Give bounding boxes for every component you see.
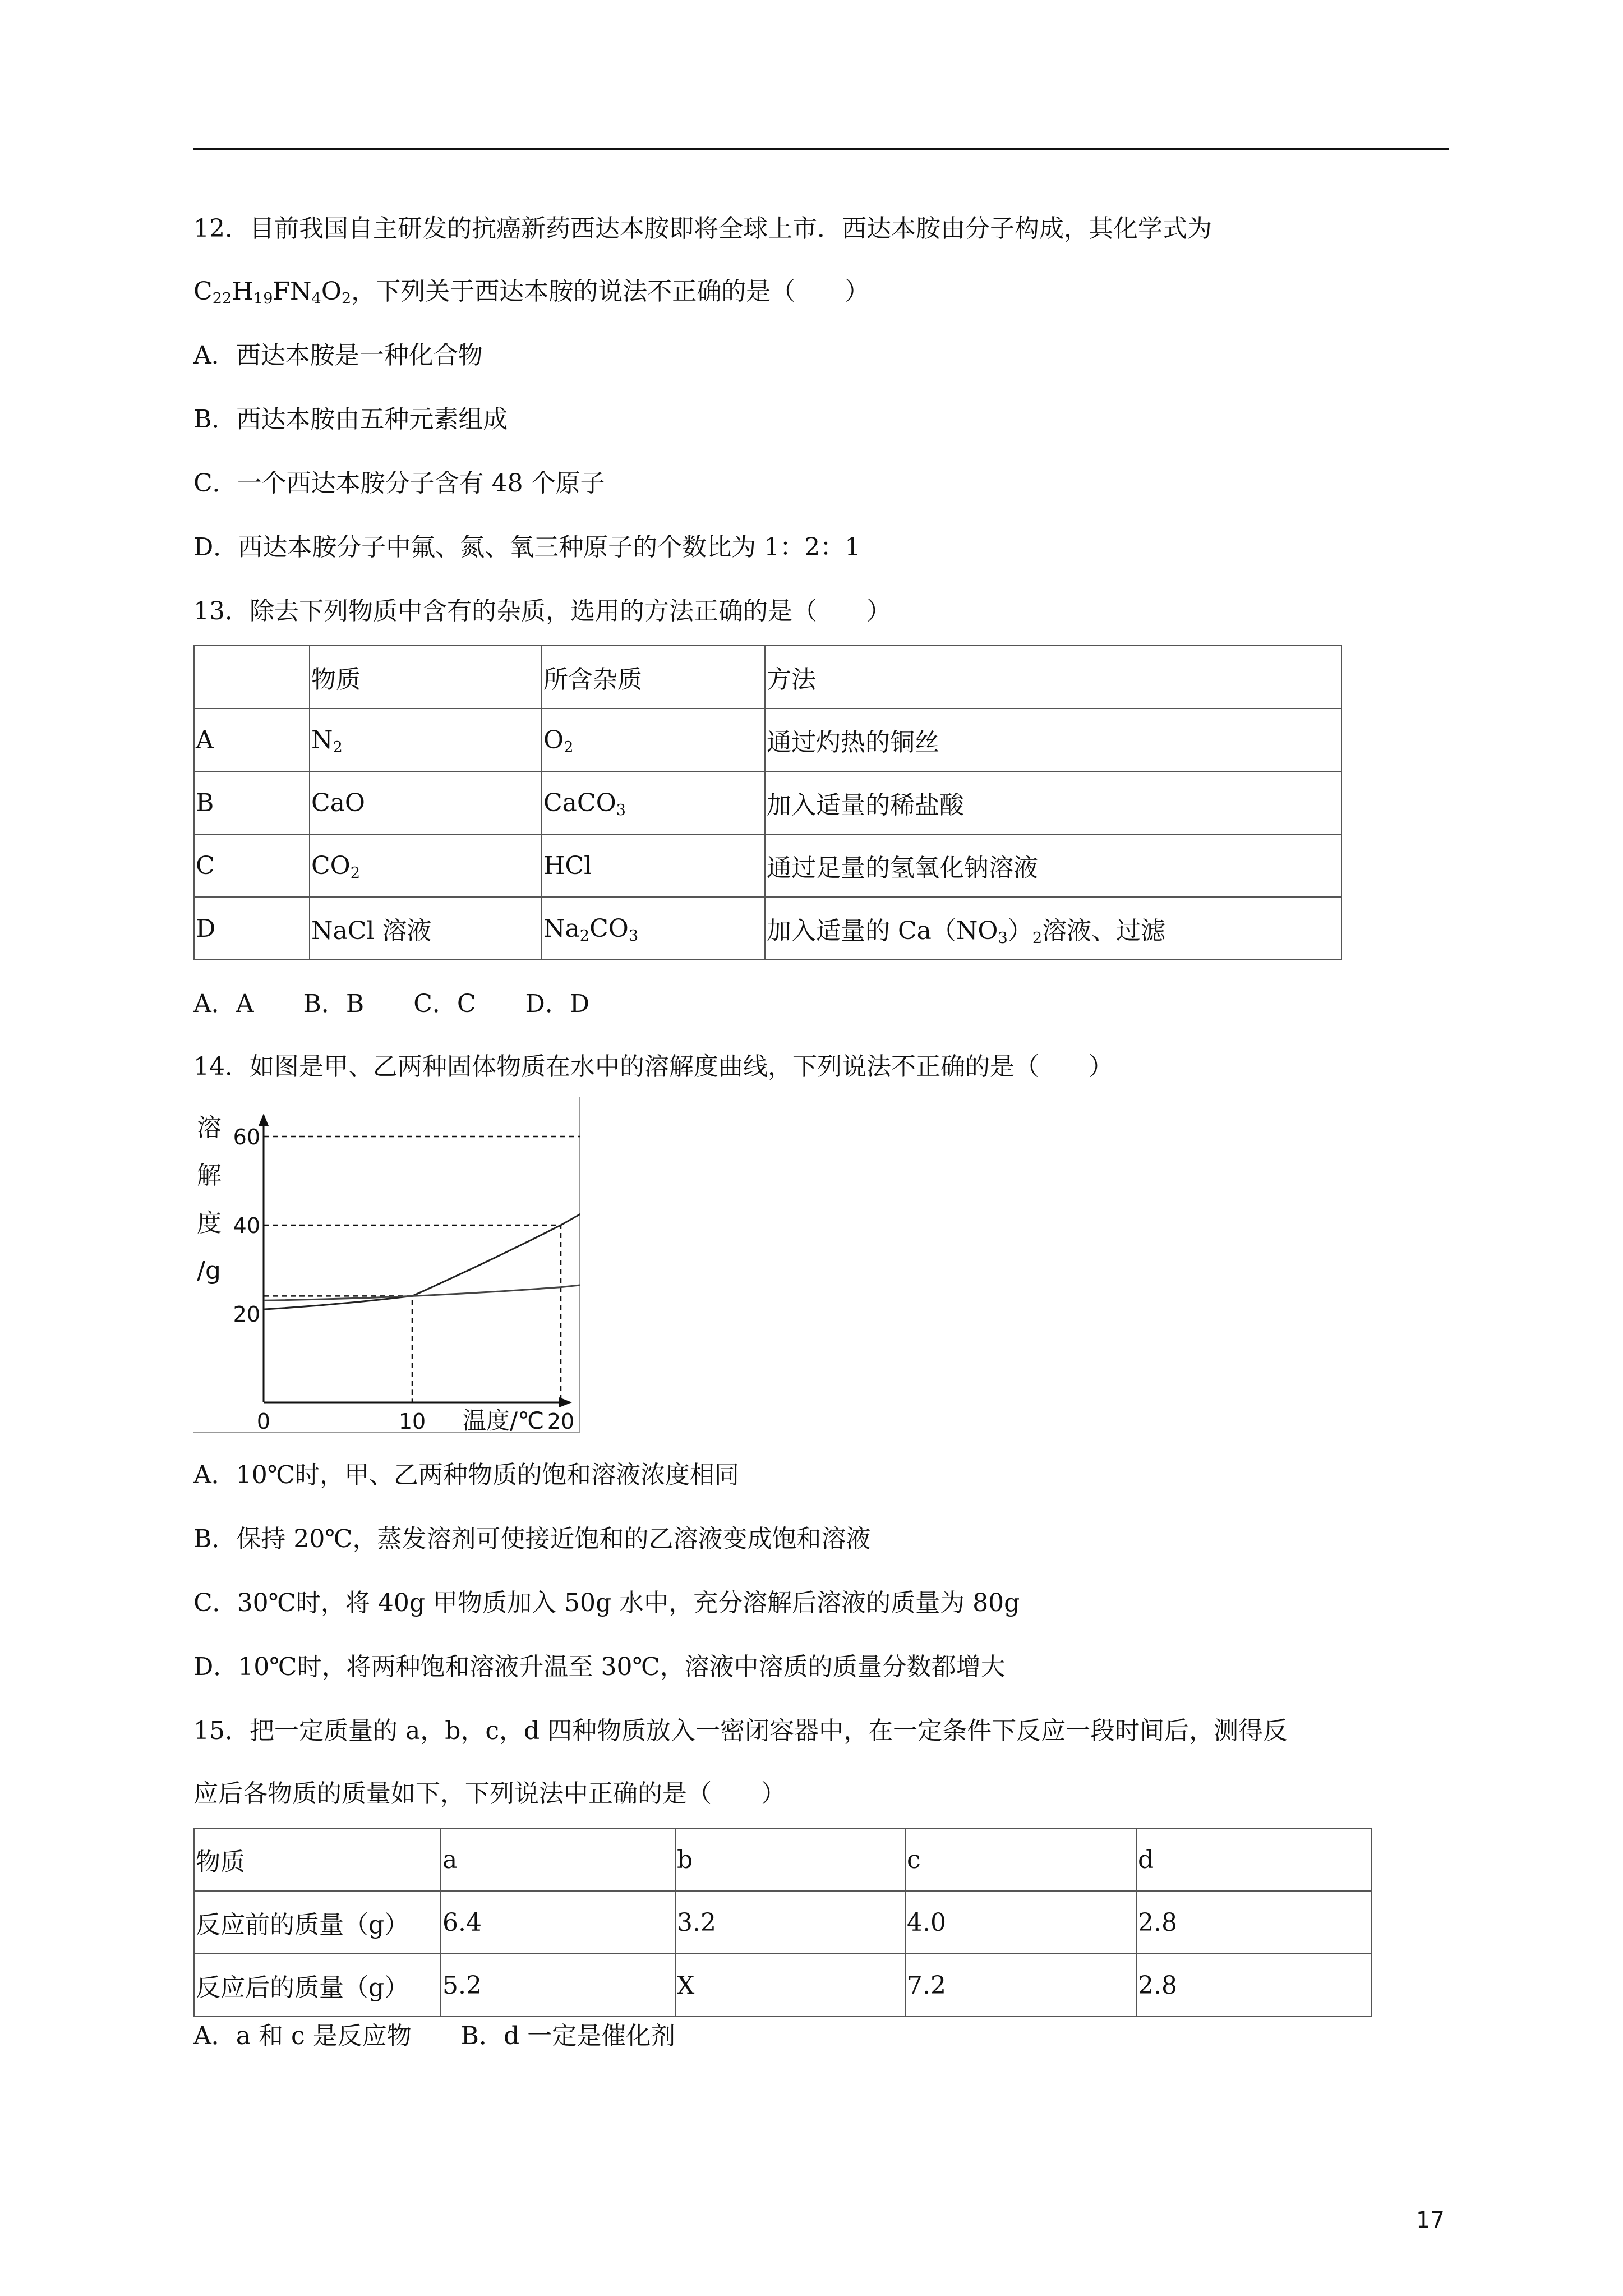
q12-option-b: B．西达本胺由五种元素组成 — [193, 405, 508, 434]
q12-option-a: A．西达本胺是一种化合物 — [193, 341, 483, 370]
guide-line — [264, 1137, 580, 1402]
table-cell: CaCO$_3$ — [542, 771, 765, 834]
q14-stem: 14．如图是甲、乙两种固体物质在水中的溶解度曲线，下列说法不正确的是（ ） — [193, 1052, 1113, 1081]
table-cell: 加入适量的稀盐酸 — [765, 771, 1341, 834]
table-header-cell: 物质 — [310, 646, 542, 708]
y-tick-label: 20 — [233, 1302, 260, 1327]
q14-option-c: C．30℃时，将 40g 甲物质加入 50g 水中，充分溶解后溶液的质量为 80g — [193, 1589, 1020, 1617]
table-row — [194, 834, 1341, 897]
table-cell: 通过足量的氢氧化钠溶液 — [765, 834, 1341, 897]
table-header-cell: 物质 — [194, 1828, 441, 1891]
y-axis-arrow — [259, 1114, 269, 1126]
y-axis-label: /g — [197, 1257, 221, 1285]
table-cell: NaCl 溶液 — [310, 897, 542, 960]
table-cell: CaO — [310, 771, 542, 834]
table-cell: X — [675, 1954, 905, 2017]
header-rule — [193, 148, 1449, 150]
table-cell: 2.8 — [1136, 1954, 1372, 2017]
table-row — [194, 646, 1341, 708]
y-axis-label: 解 — [197, 1161, 222, 1190]
q13-table — [193, 645, 1342, 960]
q15-stem-line1: 15．把一定质量的 a，b，c，d 四种物质放入一密闭容器中，在一定条件下反应一段时间后，测得反 — [193, 1717, 1288, 1745]
q15-stem-line2: 应后各物质的质量如下，下列说法中正确的是（ ） — [193, 1779, 786, 1808]
table-cell: 通过灼热的铜丝 — [765, 708, 1341, 771]
table-header-cell: d — [1136, 1828, 1372, 1891]
table-cell: 2.8 — [1136, 1891, 1372, 1954]
table-cell: 7.2 — [905, 1954, 1136, 2017]
q12-option-c: C．一个西达本胺分子含有 48 个原子 — [193, 469, 605, 498]
table-row — [194, 1828, 1372, 1891]
table-row — [194, 1891, 1372, 1954]
table-header-cell: 方法 — [765, 646, 1341, 708]
table-header-cell: a — [441, 1828, 675, 1891]
table-cell: 5.2 — [441, 1954, 675, 2017]
q12-option-d: D．西达本胺分子中氟、氮、氧三种原子的个数比为 1：2：1 — [193, 533, 861, 562]
page-number: 17 — [1416, 2207, 1445, 2233]
table-row — [194, 897, 1341, 960]
table-row — [194, 1954, 1372, 2017]
q15-table — [193, 1828, 1372, 2017]
table-cell: $N_2$ — [310, 708, 542, 771]
solubility-chart — [193, 1097, 580, 1433]
table-cell: B — [194, 771, 310, 834]
table-cell: D — [194, 897, 310, 960]
series-line — [264, 1097, 580, 1309]
table-cell: 加入适量的 $Ca(NO_3)_2$溶液、过滤 — [765, 897, 1341, 960]
y-tick-label: 60 — [233, 1125, 260, 1149]
x-tick-label: 20 — [547, 1409, 575, 1433]
table-row — [194, 771, 1341, 834]
table-cell: 反应后的质量（g） — [194, 1954, 441, 2017]
table-cell: 反应前的质量（g） — [194, 1891, 441, 1954]
q13-stem: 13．除去下列物质中含有的杂质，选用的方法正确的是（ ） — [193, 597, 891, 625]
table-cell: $CO_2$ — [310, 834, 542, 897]
chart-layer — [197, 1097, 580, 1433]
table-cell: 6.4 — [441, 1891, 675, 1954]
table-cell: HCl — [542, 834, 765, 897]
y-axis-label: 溶 — [197, 1114, 222, 1142]
q14-option-d: D．10℃时，将两种饱和溶液升温至 30℃，溶液中溶质的质量分数都增大 — [193, 1653, 1006, 1681]
table-header-cell: c — [905, 1828, 1136, 1891]
y-tick-label: 40 — [233, 1213, 260, 1238]
y-axis-label: 度 — [197, 1209, 222, 1237]
table-row — [194, 708, 1341, 771]
q15-answers: A．a 和 c 是反应物 B．d 一定是催化剂 — [193, 2022, 676, 2050]
q12-stem-formula-line: $C_{22}H_{19}FN_4O_2$，下列关于西达本胺的说法不正确的是（ ） — [193, 277, 870, 307]
q14-option-b: B．保持 20℃，蒸发溶剂可使接近饱和的乙溶液变成饱和溶液 — [193, 1525, 871, 1553]
table-cell: 4.0 — [905, 1891, 1136, 1954]
table-header-cell: b — [675, 1828, 905, 1891]
x-tick-label: 0 — [256, 1409, 271, 1433]
table-header-cell: 所含杂质 — [542, 646, 765, 708]
x-axis-label: 温度/℃ — [463, 1407, 545, 1433]
table-cell: 3.2 — [675, 1891, 905, 1954]
table-cell: $Na_2CO_3$ — [542, 897, 765, 960]
x-tick-label: 10 — [398, 1409, 426, 1433]
table-cell: A — [194, 708, 310, 771]
formula-C: C — [193, 277, 213, 306]
table-cell: $O_2$ — [542, 708, 765, 771]
table-header-cell — [194, 646, 310, 708]
q14-option-a: A．10℃时，甲、乙两种物质的饱和溶液浓度相同 — [193, 1461, 739, 1489]
table-cell: C — [194, 834, 310, 897]
guide-line — [264, 1296, 412, 1402]
q13-answers: A．A B．B C．C D．D — [193, 990, 590, 1018]
q12-stem: 12．目前我国自主研发的抗癌新药西达本胺即将全球上市．西达本胺由分子构成，其化学式为 — [193, 214, 1212, 243]
